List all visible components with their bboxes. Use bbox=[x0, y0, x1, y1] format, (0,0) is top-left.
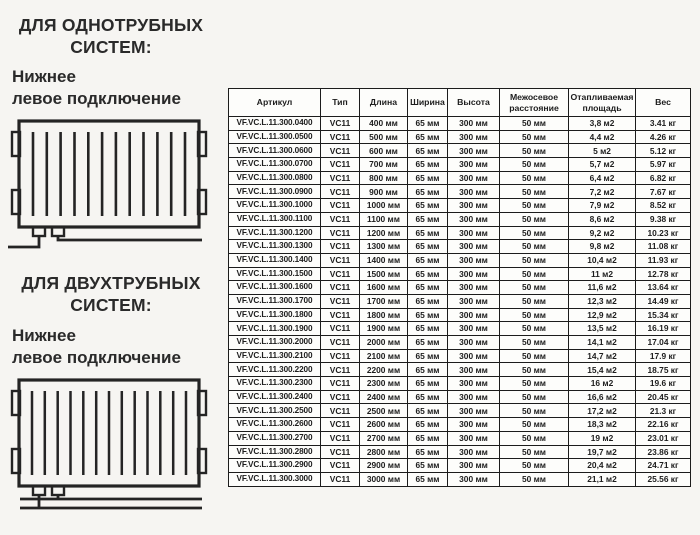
cell-width: 65 мм bbox=[408, 253, 448, 267]
two-pipe-heading-line2: СИСТЕМ: bbox=[70, 295, 152, 316]
cell-width: 65 мм bbox=[408, 185, 448, 199]
cell-weight: 18.75 кг bbox=[636, 363, 691, 377]
table-row bbox=[229, 294, 691, 308]
cell-height: 300 мм bbox=[448, 377, 500, 391]
cell-article: VF.VC.L.11.300.2000 bbox=[229, 336, 321, 350]
cell-axial: 50 мм bbox=[500, 472, 569, 486]
cell-weight: 11.93 кг bbox=[636, 253, 691, 267]
cell-length: 3000 мм bbox=[360, 472, 408, 486]
cell-width: 65 мм bbox=[408, 117, 448, 131]
cell-width: 65 мм bbox=[408, 199, 448, 213]
cell-axial: 50 мм bbox=[500, 117, 569, 131]
cell-article: VF.VC.L.11.300.2500 bbox=[229, 404, 321, 418]
one-pipe-heading-line1: ДЛЯ ОДНОТРУБНЫХ bbox=[18, 15, 204, 35]
cell-type: VC11 bbox=[321, 130, 360, 144]
cell-axial: 50 мм bbox=[500, 226, 569, 240]
cell-type: VC11 bbox=[321, 185, 360, 199]
cell-axial: 50 мм bbox=[500, 322, 569, 336]
cell-width: 65 мм bbox=[408, 240, 448, 254]
two-pipe-heading-line1: ДЛЯ ДВУХТРУБНЫХ bbox=[21, 273, 201, 293]
cell-height: 300 мм bbox=[448, 322, 500, 336]
cell-weight: 13.64 кг bbox=[636, 281, 691, 295]
cell-axial: 50 мм bbox=[500, 459, 569, 473]
cell-length: 700 мм bbox=[360, 158, 408, 172]
table-row bbox=[229, 281, 691, 295]
cell-height: 300 мм bbox=[448, 212, 500, 226]
table-row bbox=[229, 253, 691, 267]
cell-article: VF.VC.L.11.300.2300 bbox=[229, 377, 321, 391]
cell-weight: 24.71 кг bbox=[636, 459, 691, 473]
cell-width: 65 мм bbox=[408, 445, 448, 459]
cell-weight: 5.97 кг bbox=[636, 158, 691, 172]
cell-type: VC11 bbox=[321, 308, 360, 322]
cell-height: 300 мм bbox=[448, 363, 500, 377]
cell-article: VF.VC.L.11.300.2900 bbox=[229, 459, 321, 473]
table-row bbox=[229, 144, 691, 158]
table-row bbox=[229, 431, 691, 445]
cell-width: 65 мм bbox=[408, 459, 448, 473]
cell-type: VC11 bbox=[321, 117, 360, 131]
cell-length: 1700 мм bbox=[360, 294, 408, 308]
cell-axial: 50 мм bbox=[500, 130, 569, 144]
table-row bbox=[229, 130, 691, 144]
cell-width: 65 мм bbox=[408, 349, 448, 363]
cell-height: 300 мм bbox=[448, 267, 500, 281]
cell-type: VC11 bbox=[321, 418, 360, 432]
cell-height: 300 мм bbox=[448, 199, 500, 213]
cell-area: 5,7 м2 bbox=[569, 158, 636, 172]
cell-article: VF.VC.L.11.300.2800 bbox=[229, 445, 321, 459]
cell-area: 6,4 м2 bbox=[569, 171, 636, 185]
table-row bbox=[229, 185, 691, 199]
cell-weight: 20.45 кг bbox=[636, 390, 691, 404]
cell-width: 65 мм bbox=[408, 336, 448, 350]
cell-length: 600 мм bbox=[360, 144, 408, 158]
cell-length: 500 мм bbox=[360, 130, 408, 144]
cell-area: 8,6 м2 bbox=[569, 212, 636, 226]
one-pipe-heading bbox=[0, 14, 222, 59]
cell-width: 65 мм bbox=[408, 281, 448, 295]
cell-axial: 50 мм bbox=[500, 212, 569, 226]
cell-type: VC11 bbox=[321, 322, 360, 336]
table-row bbox=[229, 404, 691, 418]
cell-area: 20,4 м2 bbox=[569, 459, 636, 473]
cell-height: 300 мм bbox=[448, 117, 500, 131]
cell-axial: 50 мм bbox=[500, 281, 569, 295]
cell-width: 65 мм bbox=[408, 267, 448, 281]
col-header-height: Высота bbox=[448, 89, 500, 117]
cell-article: VF.VC.L.11.300.1600 bbox=[229, 281, 321, 295]
cell-article: VF.VC.L.11.300.0400 bbox=[229, 117, 321, 131]
cell-axial: 50 мм bbox=[500, 363, 569, 377]
cell-weight: 7.67 кг bbox=[636, 185, 691, 199]
cell-length: 800 мм bbox=[360, 171, 408, 185]
cell-length: 2700 мм bbox=[360, 431, 408, 445]
table-row bbox=[229, 240, 691, 254]
cell-article: VF.VC.L.11.300.0600 bbox=[229, 144, 321, 158]
cell-width: 65 мм bbox=[408, 404, 448, 418]
cell-area: 7,2 м2 bbox=[569, 185, 636, 199]
cell-type: VC11 bbox=[321, 267, 360, 281]
cell-article: VF.VC.L.11.300.2200 bbox=[229, 363, 321, 377]
cell-width: 65 мм bbox=[408, 294, 448, 308]
cell-axial: 50 мм bbox=[500, 349, 569, 363]
one-pipe-heading-line2: СИСТЕМ: bbox=[70, 37, 152, 58]
cell-width: 65 мм bbox=[408, 377, 448, 391]
cell-axial: 50 мм bbox=[500, 418, 569, 432]
two-pipe-subheading-line2: левое подключение bbox=[12, 348, 181, 368]
cell-type: VC11 bbox=[321, 240, 360, 254]
cell-axial: 50 мм bbox=[500, 185, 569, 199]
table-row bbox=[229, 445, 691, 459]
cell-area: 12,9 м2 bbox=[569, 308, 636, 322]
cell-article: VF.VC.L.11.300.1500 bbox=[229, 267, 321, 281]
cell-height: 300 мм bbox=[448, 404, 500, 418]
cell-weight: 8.52 кг bbox=[636, 199, 691, 213]
table-header bbox=[229, 89, 691, 117]
cell-article: VF.VC.L.11.300.2100 bbox=[229, 349, 321, 363]
cell-type: VC11 bbox=[321, 431, 360, 445]
cell-width: 65 мм bbox=[408, 144, 448, 158]
cell-article: VF.VC.L.11.300.1400 bbox=[229, 253, 321, 267]
cell-width: 65 мм bbox=[408, 363, 448, 377]
cell-weight: 23.86 кг bbox=[636, 445, 691, 459]
radiator-spec-table bbox=[228, 88, 691, 487]
cell-type: VC11 bbox=[321, 390, 360, 404]
col-header-width: Ширина bbox=[408, 89, 448, 117]
table-body bbox=[229, 117, 691, 487]
cell-height: 300 мм bbox=[448, 308, 500, 322]
table-row bbox=[229, 226, 691, 240]
col-header-article: Артикул bbox=[229, 89, 321, 117]
cell-weight: 19.6 кг bbox=[636, 377, 691, 391]
cell-type: VC11 bbox=[321, 212, 360, 226]
cell-length: 400 мм bbox=[360, 117, 408, 131]
cell-article: VF.VC.L.11.300.0900 bbox=[229, 185, 321, 199]
cell-length: 1300 мм bbox=[360, 240, 408, 254]
table-row bbox=[229, 349, 691, 363]
cell-axial: 50 мм bbox=[500, 308, 569, 322]
cell-length: 2800 мм bbox=[360, 445, 408, 459]
cell-height: 300 мм bbox=[448, 459, 500, 473]
cell-length: 2600 мм bbox=[360, 418, 408, 432]
cell-type: VC11 bbox=[321, 294, 360, 308]
cell-height: 300 мм bbox=[448, 294, 500, 308]
table-row bbox=[229, 171, 691, 185]
cell-height: 300 мм bbox=[448, 390, 500, 404]
cell-weight: 23.01 кг bbox=[636, 431, 691, 445]
cell-height: 300 мм bbox=[448, 185, 500, 199]
cell-weight: 21.3 кг bbox=[636, 404, 691, 418]
cell-type: VC11 bbox=[321, 171, 360, 185]
one-pipe-radiator-diagram bbox=[6, 116, 218, 254]
table-row bbox=[229, 158, 691, 172]
cell-width: 65 мм bbox=[408, 212, 448, 226]
cell-weight: 17.04 кг bbox=[636, 336, 691, 350]
cell-article: VF.VC.L.11.300.2600 bbox=[229, 418, 321, 432]
cell-weight: 12.78 кг bbox=[636, 267, 691, 281]
cell-area: 5 м2 bbox=[569, 144, 636, 158]
cell-weight: 17.9 кг bbox=[636, 349, 691, 363]
cell-weight: 15.34 кг bbox=[636, 308, 691, 322]
cell-area: 17,2 м2 bbox=[569, 404, 636, 418]
cell-axial: 50 мм bbox=[500, 377, 569, 391]
table-row bbox=[229, 199, 691, 213]
cell-width: 65 мм bbox=[408, 322, 448, 336]
cell-axial: 50 мм bbox=[500, 144, 569, 158]
cell-length: 2400 мм bbox=[360, 390, 408, 404]
cell-height: 300 мм bbox=[448, 130, 500, 144]
cell-weight: 16.19 кг bbox=[636, 322, 691, 336]
table-row bbox=[229, 267, 691, 281]
cell-width: 65 мм bbox=[408, 418, 448, 432]
cell-height: 300 мм bbox=[448, 158, 500, 172]
cell-axial: 50 мм bbox=[500, 199, 569, 213]
cell-axial: 50 мм bbox=[500, 240, 569, 254]
table-row bbox=[229, 363, 691, 377]
cell-area: 13,5 м2 bbox=[569, 322, 636, 336]
cell-type: VC11 bbox=[321, 226, 360, 240]
cell-height: 300 мм bbox=[448, 144, 500, 158]
table-row bbox=[229, 212, 691, 226]
cell-type: VC11 bbox=[321, 144, 360, 158]
cell-height: 300 мм bbox=[448, 418, 500, 432]
cell-height: 300 мм bbox=[448, 336, 500, 350]
cell-axial: 50 мм bbox=[500, 390, 569, 404]
cell-height: 300 мм bbox=[448, 253, 500, 267]
cell-axial: 50 мм bbox=[500, 431, 569, 445]
cell-height: 300 мм bbox=[448, 445, 500, 459]
cell-weight: 5.12 кг bbox=[636, 144, 691, 158]
cell-axial: 50 мм bbox=[500, 253, 569, 267]
cell-area: 4,4 м2 bbox=[569, 130, 636, 144]
cell-article: VF.VC.L.11.300.2700 bbox=[229, 431, 321, 445]
cell-width: 65 мм bbox=[408, 226, 448, 240]
cell-weight: 14.49 кг bbox=[636, 294, 691, 308]
cell-height: 300 мм bbox=[448, 171, 500, 185]
cell-article: VF.VC.L.11.300.1000 bbox=[229, 199, 321, 213]
cell-type: VC11 bbox=[321, 445, 360, 459]
col-header-weight: Вес bbox=[636, 89, 691, 117]
cell-width: 65 мм bbox=[408, 390, 448, 404]
cell-length: 900 мм bbox=[360, 185, 408, 199]
table-row bbox=[229, 472, 691, 486]
cell-area: 11 м2 bbox=[569, 267, 636, 281]
two-pipe-heading bbox=[0, 272, 222, 317]
cell-weight: 11.08 кг bbox=[636, 240, 691, 254]
cell-type: VC11 bbox=[321, 281, 360, 295]
cell-area: 12,3 м2 bbox=[569, 294, 636, 308]
cell-axial: 50 мм bbox=[500, 171, 569, 185]
cell-area: 9,8 м2 bbox=[569, 240, 636, 254]
cell-area: 7,9 м2 bbox=[569, 199, 636, 213]
cell-weight: 6.82 кг bbox=[636, 171, 691, 185]
cell-length: 1000 мм bbox=[360, 199, 408, 213]
table-row bbox=[229, 322, 691, 336]
cell-weight: 9.38 кг bbox=[636, 212, 691, 226]
table-row bbox=[229, 308, 691, 322]
cell-weight: 22.16 кг bbox=[636, 418, 691, 432]
cell-length: 2500 мм bbox=[360, 404, 408, 418]
cell-article: VF.VC.L.11.300.1100 bbox=[229, 212, 321, 226]
cell-length: 2200 мм bbox=[360, 363, 408, 377]
one-pipe-subheading bbox=[12, 66, 222, 110]
cell-length: 1900 мм bbox=[360, 322, 408, 336]
cell-height: 300 мм bbox=[448, 240, 500, 254]
col-header-length: Длина bbox=[360, 89, 408, 117]
two-pipe-subheading-line1: Нижнее bbox=[12, 326, 76, 345]
cell-type: VC11 bbox=[321, 253, 360, 267]
cell-weight: 4.26 кг bbox=[636, 130, 691, 144]
cell-type: VC11 bbox=[321, 459, 360, 473]
cell-axial: 50 мм bbox=[500, 404, 569, 418]
cell-width: 65 мм bbox=[408, 130, 448, 144]
table-row bbox=[229, 377, 691, 391]
cell-length: 1600 мм bbox=[360, 281, 408, 295]
col-header-heated-area: Отапливаемая площадь bbox=[569, 89, 636, 117]
cell-height: 300 мм bbox=[448, 226, 500, 240]
cell-area: 19 м2 bbox=[569, 431, 636, 445]
table-row bbox=[229, 418, 691, 432]
cell-axial: 50 мм bbox=[500, 336, 569, 350]
cell-type: VC11 bbox=[321, 472, 360, 486]
cell-area: 3,8 м2 bbox=[569, 117, 636, 131]
cell-length: 2300 мм bbox=[360, 377, 408, 391]
cell-type: VC11 bbox=[321, 363, 360, 377]
cell-article: VF.VC.L.11.300.1900 bbox=[229, 322, 321, 336]
cell-length: 1500 мм bbox=[360, 267, 408, 281]
col-header-type: Тип bbox=[321, 89, 360, 117]
cell-area: 18,3 м2 bbox=[569, 418, 636, 432]
cell-type: VC11 bbox=[321, 199, 360, 213]
cell-width: 65 мм bbox=[408, 171, 448, 185]
cell-height: 300 мм bbox=[448, 472, 500, 486]
cell-article: VF.VC.L.11.300.0700 bbox=[229, 158, 321, 172]
cell-height: 300 мм bbox=[448, 349, 500, 363]
cell-type: VC11 bbox=[321, 349, 360, 363]
cell-article: VF.VC.L.11.300.1700 bbox=[229, 294, 321, 308]
one-pipe-subheading-line1: Нижнее bbox=[12, 67, 76, 86]
cell-type: VC11 bbox=[321, 336, 360, 350]
table-header-row bbox=[229, 89, 691, 117]
cell-weight: 3.41 кг bbox=[636, 117, 691, 131]
cell-article: VF.VC.L.11.300.3000 bbox=[229, 472, 321, 486]
col-header-axial-distance: Межосевое расстояние bbox=[500, 89, 569, 117]
cell-article: VF.VC.L.11.300.0800 bbox=[229, 171, 321, 185]
cell-area: 16 м2 bbox=[569, 377, 636, 391]
cell-area: 9,2 м2 bbox=[569, 226, 636, 240]
cell-weight: 10.23 кг bbox=[636, 226, 691, 240]
table-row bbox=[229, 336, 691, 350]
radiator-one-pipe-icon bbox=[6, 116, 218, 254]
cell-article: VF.VC.L.11.300.2400 bbox=[229, 390, 321, 404]
cell-area: 14,7 м2 bbox=[569, 349, 636, 363]
cell-area: 15,4 м2 bbox=[569, 363, 636, 377]
cell-length: 2900 мм bbox=[360, 459, 408, 473]
cell-width: 65 мм bbox=[408, 158, 448, 172]
cell-length: 1200 мм bbox=[360, 226, 408, 240]
cell-length: 1400 мм bbox=[360, 253, 408, 267]
cell-type: VC11 bbox=[321, 377, 360, 391]
one-pipe-subheading-line2: левое подключение bbox=[12, 89, 181, 109]
cell-length: 2100 мм bbox=[360, 349, 408, 363]
cell-article: VF.VC.L.11.300.0500 bbox=[229, 130, 321, 144]
cell-area: 19,7 м2 bbox=[569, 445, 636, 459]
table-row bbox=[229, 117, 691, 131]
cell-height: 300 мм bbox=[448, 431, 500, 445]
cell-weight: 25.56 кг bbox=[636, 472, 691, 486]
cell-type: VC11 bbox=[321, 404, 360, 418]
table-row bbox=[229, 390, 691, 404]
cell-width: 65 мм bbox=[408, 308, 448, 322]
cell-article: VF.VC.L.11.300.1300 bbox=[229, 240, 321, 254]
cell-length: 1100 мм bbox=[360, 212, 408, 226]
cell-axial: 50 мм bbox=[500, 267, 569, 281]
cell-area: 11,6 м2 bbox=[569, 281, 636, 295]
radiator-two-pipe-icon bbox=[6, 375, 218, 515]
cell-axial: 50 мм bbox=[500, 294, 569, 308]
cell-width: 65 мм bbox=[408, 431, 448, 445]
cell-article: VF.VC.L.11.300.1800 bbox=[229, 308, 321, 322]
cell-area: 21,1 м2 bbox=[569, 472, 636, 486]
table-row bbox=[229, 459, 691, 473]
cell-length: 1800 мм bbox=[360, 308, 408, 322]
two-pipe-subheading bbox=[12, 325, 222, 369]
cell-area: 16,6 м2 bbox=[569, 390, 636, 404]
cell-axial: 50 мм bbox=[500, 158, 569, 172]
cell-length: 2000 мм bbox=[360, 336, 408, 350]
cell-axial: 50 мм bbox=[500, 445, 569, 459]
cell-type: VC11 bbox=[321, 158, 360, 172]
cell-width: 65 мм bbox=[408, 472, 448, 486]
cell-article: VF.VC.L.11.300.1200 bbox=[229, 226, 321, 240]
two-pipe-radiator-diagram bbox=[6, 375, 218, 515]
cell-area: 14,1 м2 bbox=[569, 336, 636, 350]
cell-height: 300 мм bbox=[448, 281, 500, 295]
cell-area: 10,4 м2 bbox=[569, 253, 636, 267]
